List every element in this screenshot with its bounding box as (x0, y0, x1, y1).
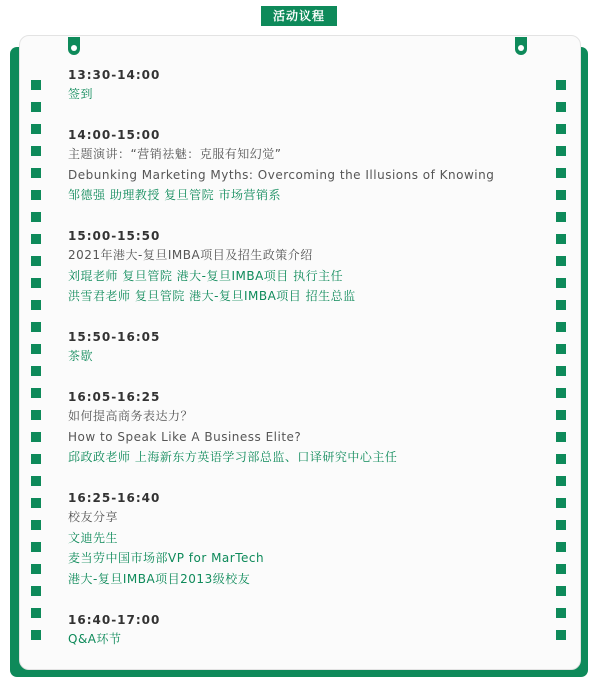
perforation-square (556, 476, 566, 486)
perforation-square (556, 80, 566, 90)
perforation-square (31, 80, 41, 90)
perforation-square (556, 630, 566, 640)
perforation-square (556, 146, 566, 156)
agenda-session (68, 65, 548, 105)
perforation-square (31, 234, 41, 244)
binder-tab-right (515, 37, 527, 55)
perforation-square (31, 300, 41, 310)
perforation-square (31, 630, 41, 640)
perforation-square (31, 322, 41, 332)
perforation-right (556, 80, 568, 652)
perforation-square (31, 454, 41, 464)
session-time: 14:00-15:00 (68, 128, 161, 142)
agenda-session (68, 327, 548, 367)
perforation-square (31, 168, 41, 178)
perforation-square (556, 190, 566, 200)
perforation-square (31, 344, 41, 354)
perforation-square (31, 212, 41, 222)
agenda-title-badge (261, 6, 337, 26)
perforation-left (31, 80, 43, 652)
session-time: 16:05-16:25 (68, 390, 161, 404)
agenda-session (68, 610, 548, 650)
perforation-square (31, 102, 41, 112)
session-speaker-line: Q&A环节 (68, 631, 122, 646)
perforation-square (556, 322, 566, 332)
session-time: 15:00-15:50 (68, 229, 161, 243)
perforation-square (556, 542, 566, 552)
perforation-square (556, 410, 566, 420)
session-speaker-line: 茶歇 (68, 349, 94, 363)
agenda-title: 活动议程 (272, 9, 325, 23)
perforation-square (31, 146, 41, 156)
perforation-square (31, 190, 41, 200)
perforation-square (556, 300, 566, 310)
perforation-square (31, 542, 41, 552)
perforation-square (556, 212, 566, 222)
perforation-square (31, 366, 41, 376)
perforation-square (556, 520, 566, 530)
perforation-square (556, 586, 566, 596)
session-speaker-line: 洪雪君老师 复旦管院 港大-复旦IMBA项目 招生总监 (68, 289, 356, 303)
perforation-square (556, 388, 566, 398)
session-topic-line: 主题演讲：“营销祛魅：克服有知幻觉” (68, 147, 282, 161)
perforation-square (556, 432, 566, 442)
session-time: 15:50-16:05 (68, 330, 161, 344)
perforation-square (556, 366, 566, 376)
perforation-square (556, 256, 566, 266)
perforation-square (31, 432, 41, 442)
perforation-square (556, 608, 566, 618)
session-topic-line: Debunking Marketing Myths: Overcoming the Illusions of Knowing (68, 167, 495, 182)
perforation-square (31, 520, 41, 530)
session-speaker-line: 邹德强 助理教授 复旦管院 市场营销系 (68, 188, 281, 202)
perforation-square (31, 586, 41, 596)
session-topic-line: 如何提高商务表达力？ (68, 409, 194, 423)
perforation-square (31, 388, 41, 398)
perforation-square (556, 454, 566, 464)
perforation-square (31, 278, 41, 288)
perforation-square (556, 564, 566, 574)
perforation-square (556, 168, 566, 178)
session-time: 13:30-14:00 (68, 68, 161, 82)
session-speaker-line: 麦当劳中国市场部VP for MarTech (68, 551, 265, 565)
perforation-square (556, 234, 566, 244)
perforation-square (556, 124, 566, 134)
perforation-square (31, 410, 41, 420)
session-speaker-line: 签到 (68, 87, 94, 101)
perforation-square (31, 498, 41, 508)
agenda-session (68, 387, 548, 468)
perforation-square (556, 498, 566, 508)
perforation-square (31, 476, 41, 486)
perforation-square (31, 256, 41, 266)
session-speaker-line: 邱政政老师 上海新东方英语学习部总监、口译研究中心主任 (68, 450, 398, 464)
session-speaker-line: 港大-复旦IMBA项目2013级校友 (68, 571, 251, 586)
session-topic-line: 2021年港大-复旦IMBA项目及招生政策介绍 (68, 248, 313, 262)
perforation-square (31, 124, 41, 134)
session-speaker-line: 文迪先生 (68, 530, 119, 545)
agenda-session (68, 488, 548, 589)
perforation-square (31, 608, 41, 618)
agenda-session (68, 226, 548, 307)
agenda-list (68, 65, 548, 670)
session-topic-line: 校友分享 (68, 510, 119, 524)
perforation-square (556, 278, 566, 288)
perforation-square (31, 564, 41, 574)
agenda-session (68, 125, 548, 206)
session-topic-line: How to Speak Like A Business Elite? (68, 429, 302, 444)
binder-tab-left (68, 37, 80, 55)
session-time: 16:40-17:00 (68, 612, 161, 627)
session-time: 16:25-16:40 (68, 491, 161, 505)
perforation-square (556, 102, 566, 112)
perforation-square (556, 344, 566, 354)
session-speaker-line: 刘琨老师 复旦管院 港大-复旦IMBA项目 执行主任 (68, 268, 344, 283)
